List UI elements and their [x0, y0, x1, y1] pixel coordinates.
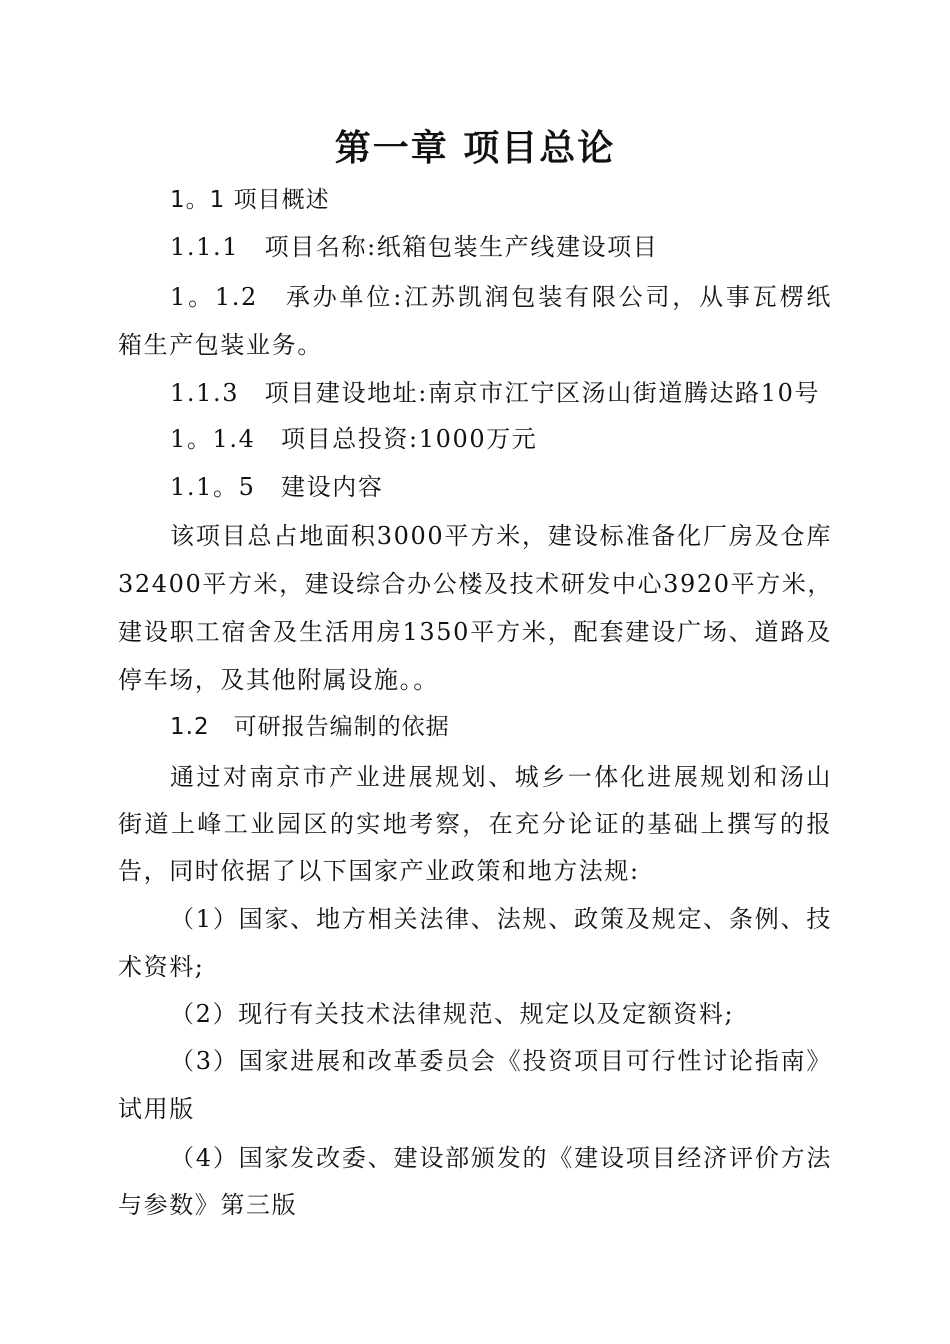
list-item-1-line-2: 术资料; — [118, 953, 205, 981]
undertaking-unit-line-1: 1。1.2 承办单位:江苏凯润包装有限公司，从事瓦楞纸 — [170, 283, 832, 311]
total-investment-line: 1。1.4 项目总投资:1000万元 — [170, 425, 538, 453]
list-item-2-line-1: （2）现行有关技术法律规范、规定以及定额资料; — [170, 1000, 735, 1028]
basis-paragraph-line-3: 告，同时依据了以下国家产业政策和地方法规: — [118, 857, 640, 885]
list-item-4-line-2: 与参数》第三版 — [118, 1191, 298, 1219]
basis-paragraph-line-1: 通过对南京市产业进展规划、城乡一体化进展规划和汤山 — [170, 763, 832, 791]
content-paragraph-line-1: 该项目总占地面积3000平方米，建设标准备化厂房及仓库 — [170, 522, 832, 550]
list-item-4-line-1: （4）国家发改委、建设部颁发的《建设项目经济评价方法 — [170, 1144, 832, 1172]
list-item-1-line-1: （1）国家、地方相关法律、法规、政策及规定、条例、技 — [170, 905, 832, 933]
basis-paragraph-line-2: 街道上峰工业园区的实地考察，在充分论证的基础上撰写的报 — [118, 810, 832, 838]
undertaking-unit-line-2: 箱生产包装业务。 — [118, 331, 323, 359]
section-heading-1-2: 1.2 可研报告编制的依据 — [170, 714, 450, 740]
project-name-line: 1.1.1 项目名称:纸箱包装生产线建设项目 — [170, 233, 659, 261]
content-paragraph-line-2: 32400平方米，建设综合办公楼及技术研发中心3920平方米， — [118, 570, 834, 598]
construction-content-heading: 1.1。5 建设内容 — [170, 473, 384, 501]
section-heading-1-1: 1。1 项目概述 — [170, 187, 330, 213]
list-item-3-line-1: （3）国家进展和改革委员会《投资项目可行性讨论指南》 — [170, 1047, 832, 1075]
content-paragraph-line-4: 停车场，及其他附属设施。。 — [118, 666, 439, 694]
project-address-line: 1.1.3 项目建设地址:南京市江宁区汤山街道腾达路10号 — [170, 379, 821, 407]
chapter-title: 第一章 项目总论 — [334, 127, 616, 169]
list-item-3-line-2: 试用版 — [118, 1095, 195, 1123]
content-paragraph-line-3: 建设职工宿舍及生活用房1350平方米，配套建设广场、道路及 — [118, 618, 832, 646]
